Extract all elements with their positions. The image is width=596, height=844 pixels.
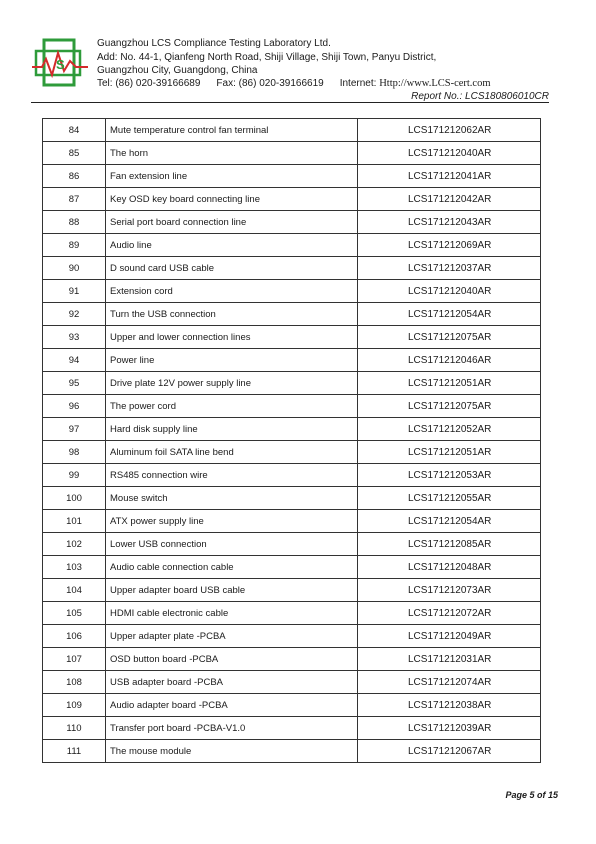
row-number: 88	[43, 211, 106, 234]
table-row	[43, 188, 541, 211]
row-number: 96	[43, 395, 106, 418]
contact-line	[97, 78, 491, 90]
internet-label: Internet:	[339, 78, 377, 89]
table-row	[43, 280, 541, 303]
part-code: LCS171212046AR	[358, 349, 541, 372]
tel: Tel: (86) 020-39166689	[97, 78, 201, 89]
row-number: 102	[43, 533, 106, 556]
table-row	[43, 556, 541, 579]
row-number: 104	[43, 579, 106, 602]
part-name: Upper and lower connection lines	[106, 326, 358, 349]
row-number: 90	[43, 257, 106, 280]
parts-table	[42, 118, 541, 763]
table-row	[43, 648, 541, 671]
row-number: 87	[43, 188, 106, 211]
table-row	[43, 234, 541, 257]
row-number: 91	[43, 280, 106, 303]
part-name: Mouse switch	[106, 487, 358, 510]
row-number: 110	[43, 717, 106, 740]
table-row	[43, 671, 541, 694]
table-row	[43, 602, 541, 625]
part-code: LCS171212067AR	[358, 740, 541, 763]
website-link[interactable]: Http://www.LCS-cert.com	[379, 78, 491, 89]
row-number: 89	[43, 234, 106, 257]
table-row	[43, 165, 541, 188]
part-name: Power line	[106, 349, 358, 372]
table-row	[43, 395, 541, 418]
table-row	[43, 441, 541, 464]
address-line-1: Add: No. 44-1, Qianfeng North Road, Shiji Village, Shiji Town, Panyu District,	[97, 52, 437, 63]
row-number: 108	[43, 671, 106, 694]
part-code: LCS171212072AR	[358, 602, 541, 625]
row-number: 94	[43, 349, 106, 372]
table-row	[43, 694, 541, 717]
company-name: Guangzhou LCS Compliance Testing Laboratory Ltd.	[97, 38, 331, 49]
row-number: 98	[43, 441, 106, 464]
part-code: LCS171212054AR	[358, 510, 541, 533]
part-code: LCS171212039AR	[358, 717, 541, 740]
report-number: Report No.: LCS180806010CR	[411, 91, 549, 102]
row-number: 92	[43, 303, 106, 326]
table-row	[43, 533, 541, 556]
table-row	[43, 303, 541, 326]
part-name: Serial port board connection line	[106, 211, 358, 234]
part-name: D sound card USB cable	[106, 257, 358, 280]
table-row	[43, 464, 541, 487]
part-name: The power cord	[106, 395, 358, 418]
part-code: LCS171212053AR	[358, 464, 541, 487]
part-code: LCS171212062AR	[358, 119, 541, 142]
part-code: LCS171212048AR	[358, 556, 541, 579]
part-name: Drive plate 12V power supply line	[106, 372, 358, 395]
part-name: Turn the USB connection	[106, 303, 358, 326]
part-code: LCS171212085AR	[358, 533, 541, 556]
part-name: Aluminum foil SATA line bend	[106, 441, 358, 464]
table-row	[43, 372, 541, 395]
part-name: Audio adapter board -PCBA	[106, 694, 358, 717]
part-name: The horn	[106, 142, 358, 165]
part-code: LCS171212043AR	[358, 211, 541, 234]
row-number: 86	[43, 165, 106, 188]
part-name: Transfer port board -PCBA-V1.0	[106, 717, 358, 740]
table-row	[43, 349, 541, 372]
row-number: 95	[43, 372, 106, 395]
row-number: 107	[43, 648, 106, 671]
part-code: LCS171212074AR	[358, 671, 541, 694]
row-number: 105	[43, 602, 106, 625]
part-code: LCS171212051AR	[358, 441, 541, 464]
part-code: LCS171212040AR	[358, 142, 541, 165]
row-number: 97	[43, 418, 106, 441]
table-row	[43, 510, 541, 533]
table-row	[43, 625, 541, 648]
part-code: LCS171212069AR	[358, 234, 541, 257]
part-code: LCS171212038AR	[358, 694, 541, 717]
table-row	[43, 119, 541, 142]
table-row	[43, 717, 541, 740]
part-name: Extension cord	[106, 280, 358, 303]
part-name: Key OSD key board connecting line	[106, 188, 358, 211]
table-row	[43, 257, 541, 280]
part-name: Audio cable connection cable	[106, 556, 358, 579]
row-number: 99	[43, 464, 106, 487]
part-code: LCS171212031AR	[358, 648, 541, 671]
part-name: USB adapter board -PCBA	[106, 671, 358, 694]
row-number: 111	[43, 740, 106, 763]
row-number: 103	[43, 556, 106, 579]
part-code: LCS171212055AR	[358, 487, 541, 510]
part-name: Mute temperature control fan terminal	[106, 119, 358, 142]
part-name: Lower USB connection	[106, 533, 358, 556]
part-name: ATX power supply line	[106, 510, 358, 533]
row-number: 85	[43, 142, 106, 165]
table-row	[43, 579, 541, 602]
page-number: Page 5 of 15	[505, 790, 558, 800]
header-divider	[31, 102, 549, 103]
row-number: 109	[43, 694, 106, 717]
fax: Fax: (86) 020-39166619	[216, 78, 324, 89]
address-line-2: Guangzhou City, Guangdong, China	[97, 65, 258, 76]
part-name: Fan extension line	[106, 165, 358, 188]
part-name: OSD button board -PCBA	[106, 648, 358, 671]
part-code: LCS171212075AR	[358, 326, 541, 349]
table-row	[43, 326, 541, 349]
row-number: 101	[43, 510, 106, 533]
part-code: LCS171212051AR	[358, 372, 541, 395]
part-name: Hard disk supply line	[106, 418, 358, 441]
part-code: LCS171212073AR	[358, 579, 541, 602]
lcs-logo	[32, 37, 88, 89]
part-name: RS485 connection wire	[106, 464, 358, 487]
row-number: 84	[43, 119, 106, 142]
table-row	[43, 487, 541, 510]
row-number: 106	[43, 625, 106, 648]
table-row	[43, 211, 541, 234]
part-name: Upper adapter plate -PCBA	[106, 625, 358, 648]
part-code: LCS171212037AR	[358, 257, 541, 280]
part-name: Upper adapter board USB cable	[106, 579, 358, 602]
row-number: 93	[43, 326, 106, 349]
part-code: LCS171212042AR	[358, 188, 541, 211]
part-name: HDMI cable electronic cable	[106, 602, 358, 625]
part-code: LCS171212052AR	[358, 418, 541, 441]
part-code: LCS171212040AR	[358, 280, 541, 303]
part-code: LCS171212041AR	[358, 165, 541, 188]
part-code: LCS171212054AR	[358, 303, 541, 326]
row-number: 100	[43, 487, 106, 510]
part-name: Audio line	[106, 234, 358, 257]
table-row	[43, 142, 541, 165]
table-row	[43, 418, 541, 441]
part-code: LCS171212075AR	[358, 395, 541, 418]
svg-text:S: S	[56, 57, 65, 72]
part-name: The mouse module	[106, 740, 358, 763]
table-row	[43, 740, 541, 763]
part-code: LCS171212049AR	[358, 625, 541, 648]
